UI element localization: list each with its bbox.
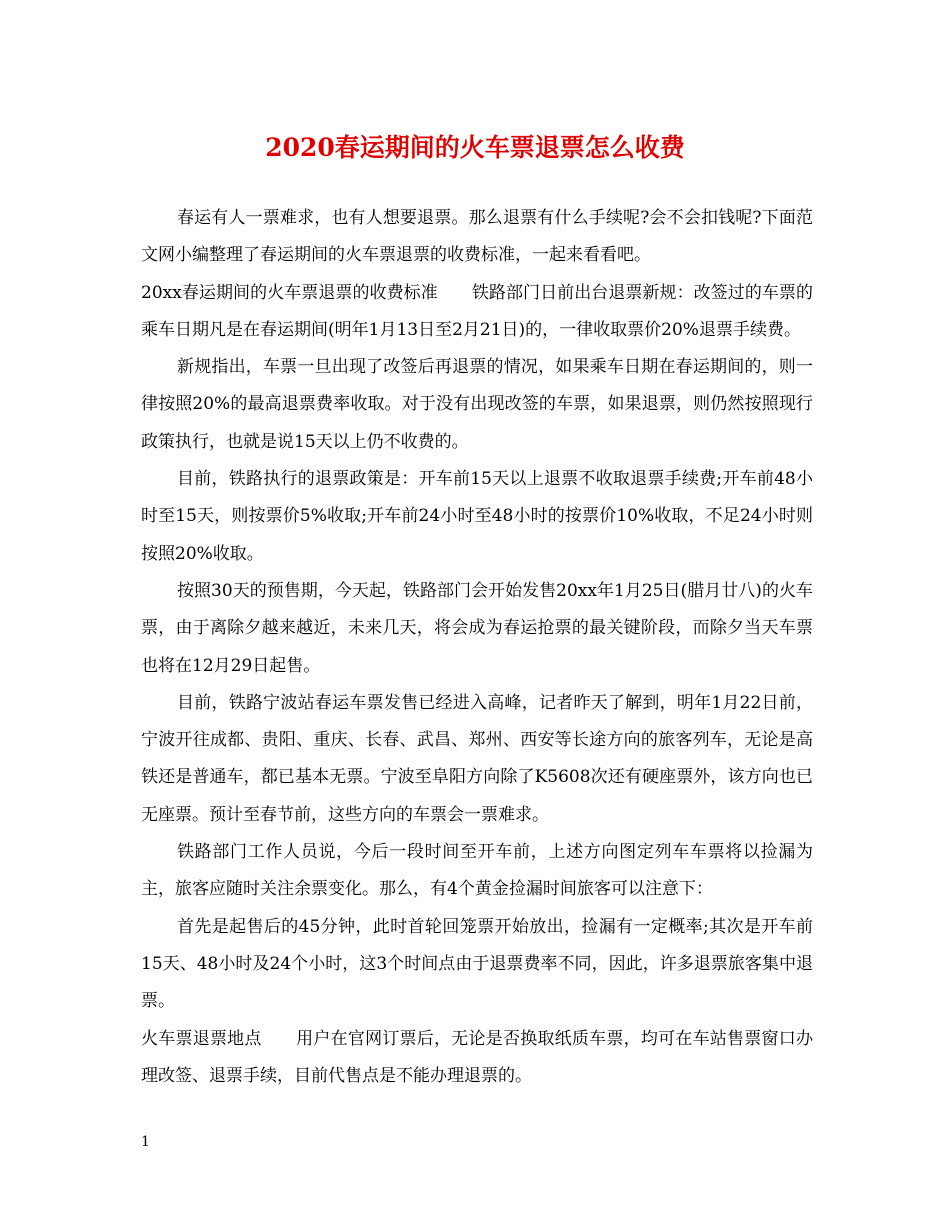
paragraph-1: 春运有人一票难求，也有人想要退票。那么退票有什么手续呢?会不会扣钱呢?下面范文网小编整理了春运期间的火车票退票的收费标准，一起来看看吧。 bbox=[141, 208, 813, 266]
paragraph-3: 新规指出，车票一旦出现了改签后再退票的情况，如果乘车日期在春运期间的，则一律按照20%的最高退票费率收取。对于没有出现改签的车票，如果退票，则仍然按照现行政策执行，也就是说15天以上仍不收费的。 bbox=[141, 357, 813, 452]
document-body bbox=[141, 200, 813, 1095]
paragraph-4: 目前，铁路执行的退票政策是：开车前15天以上退票不收取退票手续费;开车前48小时至15天，则按票价5%收取;开车前24小时至48小时的按票价10%收取，不足24小时则按照20%收取。 bbox=[141, 469, 813, 564]
paragraph-7: 铁路部门工作人员说，今后一段时间至开车前，上述方向图定列车车票将以捡漏为主，旅客应随时关注余票变化。那么，有4个黄金捡漏时间旅客可以注意下： bbox=[141, 842, 813, 900]
paragraph-6: 目前，铁路宁波站春运车票发售已经进入高峰，记者昨天了解到，明年1月22日前，宁波开往成都、贵阳、重庆、长春、武昌、郑州、西安等长途方向的旅客列车，无论是高铁还是普通车，都已基本无票。宁波至阜阳方向除了K5608次还有硬座票外，该方向也已无座票。预计至春节前，这些方向的车票会一票难求。 bbox=[141, 692, 813, 825]
page-number: 1 bbox=[141, 1134, 150, 1150]
page-title: 2020春运期间的火车票退票怎么收费 bbox=[265, 133, 685, 162]
paragraph-9: 火车票退票地点 用户在官网订票后，无论是否换取纸质车票，均可在车站售票窗口办理改签、退票手续，目前代售点是不能办理退票的。 bbox=[141, 1028, 813, 1086]
paragraph-2: 20xx春运期间的火车票退票的收费标准 铁路部门日前出台退票新规：改签过的车票的乘车日期凡是在春运期间(明年1月13日至2月21日)的，一律收取票价20%退票手续费。 bbox=[141, 282, 813, 340]
paragraph-5: 按照30天的预售期，今天起，铁路部门会开始发售20xx年1月25日(腊月廿八)的火车票，由于离除夕越来越近，未来几天，将会成为春运抢票的最关键阶段，而除夕当天车票也将在12月29日起售。 bbox=[141, 580, 813, 676]
paragraph-8: 首先是起售后的45分钟，此时首轮回笼票开始放出，捡漏有一定概率;其次是开车前15天、48小时及24个小时，这3个时间点由于退票费率不同，因此，许多退票旅客集中退票。 bbox=[141, 916, 813, 1012]
